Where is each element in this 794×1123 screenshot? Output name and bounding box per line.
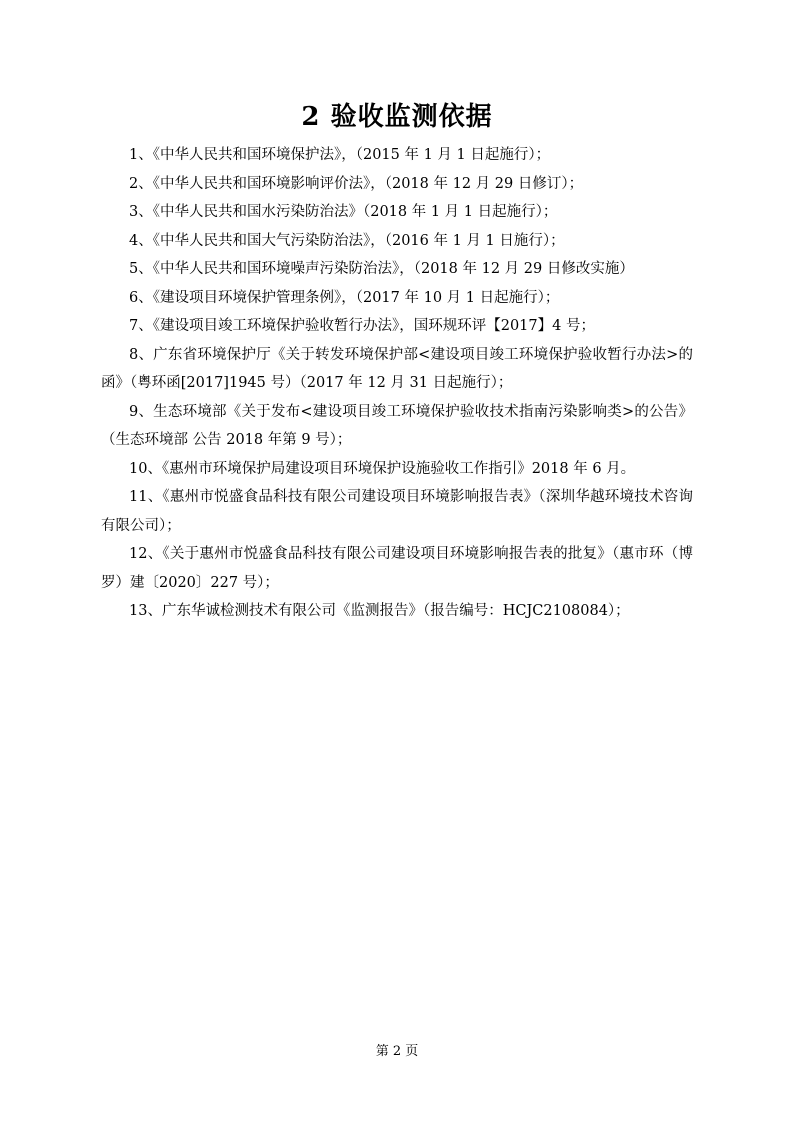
- page-title: 2 验收监测依据: [301, 102, 493, 132]
- page-number: 第 2 页: [375, 1044, 419, 1059]
- list-item: 3、《中华人民共和国水污染防治法》（2018 年 1 月 1 日起施行）；: [129, 204, 558, 220]
- list-item: 13、广东华诚检测技术有限公司《监测报告》（报告编号：HCJC2108084）；: [129, 603, 630, 619]
- list-item: 1、《中华人民共和国环境保护法》，（2015 年 1 月 1 日起施行）；: [129, 147, 551, 163]
- list-item: 8、广东省环境保护厅《关于转发环境保护部<建设项目竣工环境保护验收暂行办法>的函》（粤环函[2017]1945 号）（2017 年 12 月 31 日起施行）；: [101, 346, 693, 391]
- list-item: 12、《关于惠州市悦盛食品科技有限公司建设项目环境影响报告表的批复》（惠市环（博罗）建〔2020〕227 号）；: [101, 546, 693, 591]
- list-item: 10、《惠州市环境保护局建设项目环境保护设施验收工作指引》2018 年 6 月。: [129, 460, 636, 477]
- list-item: 9、生态环境部《关于发布<建设项目竣工环境保护验收技术指南污染影响类>的公告》（生态环境部 公告 2018 年第 9 号）；: [101, 403, 693, 448]
- list-item: 11、《惠州市悦盛食品科技有限公司建设项目环境影响报告表》（深圳华越环境技术咨询有限公司）；: [101, 489, 693, 534]
- list-item: 5、《中华人民共和国环境噪声污染防治法》，（2018 年 12 月 29 日修改实施）: [129, 261, 634, 277]
- list-item: 4、《中华人民共和国大气污染防治法》，（2016 年 1 月 1 日施行）；: [129, 232, 565, 249]
- list-item: 7、《建设项目竣工环境保护验收暂行办法》，国环规环评【2017】4 号；: [129, 318, 595, 334]
- list-item: 6、《建设项目环境保护管理条例》，（2017 年 10 月 1 日起施行）；: [129, 289, 560, 306]
- basis-list: [101, 141, 693, 626]
- list-item: 2、《中华人民共和国环境影响评价法》，（2018 年 12 月 29 日修订）；: [129, 175, 584, 192]
